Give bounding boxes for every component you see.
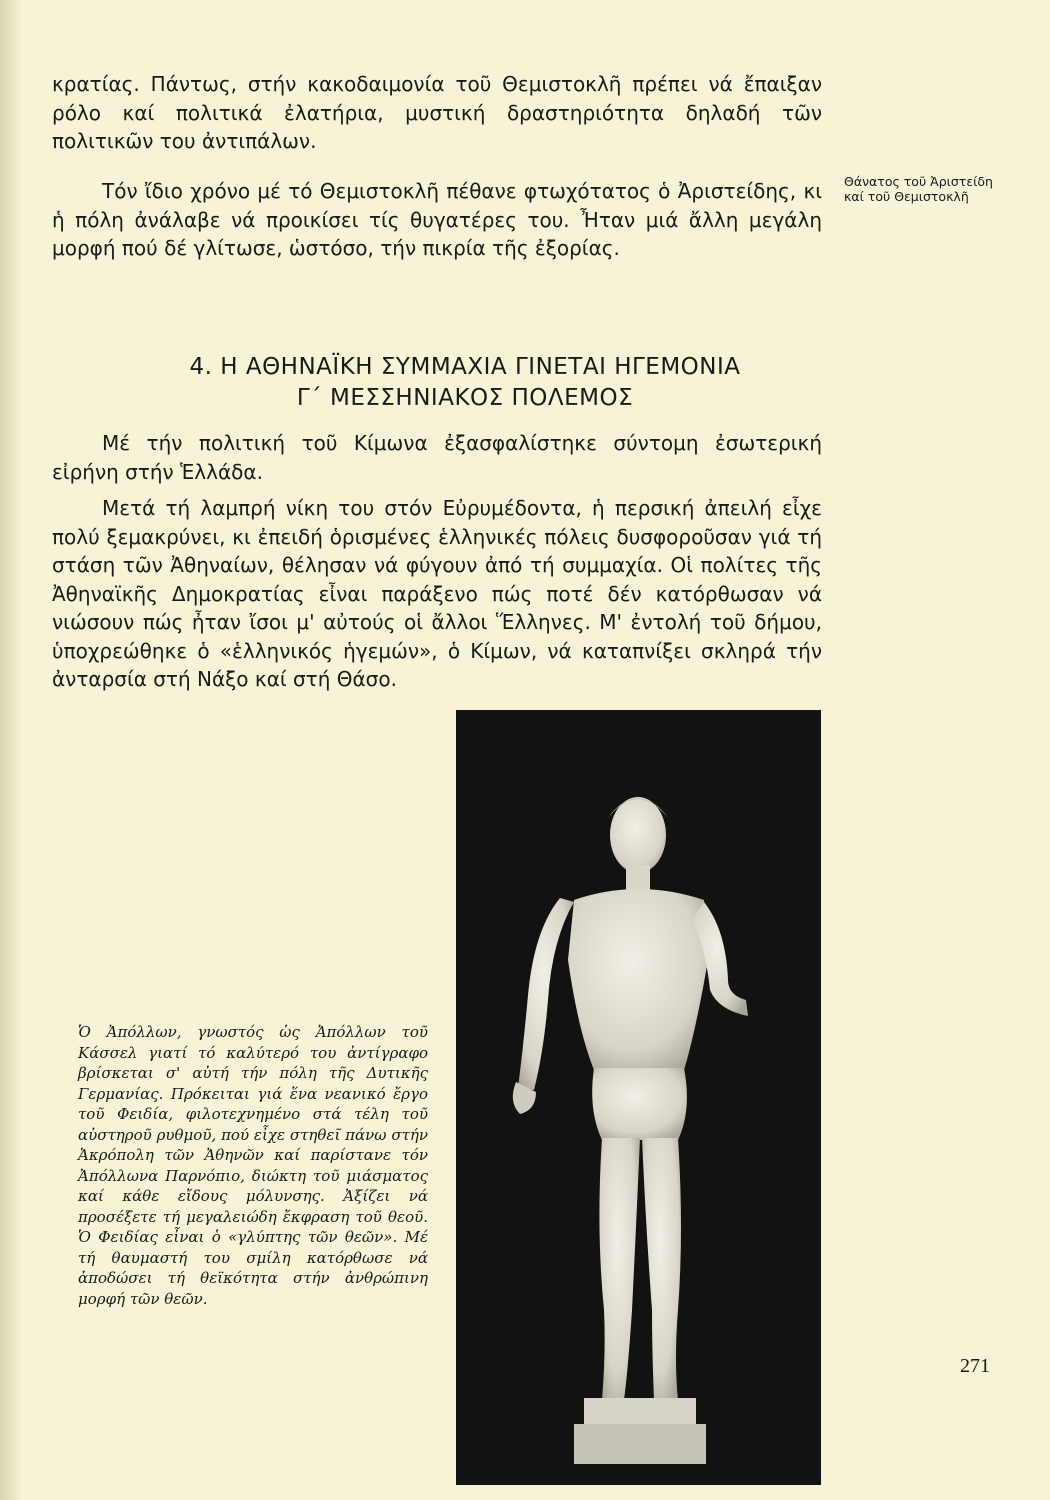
statue-torso xyxy=(568,889,708,1070)
apollo-statue-photo xyxy=(456,710,821,1485)
section-heading-line-1: 4. Η ΑΘΗΝΑΪΚΗ ΣΥΜΜΑΧΙΑ ΓΙΝΕΤΑΙ ΗΓΕΜΟΝΙΑ xyxy=(189,354,741,380)
statue-illustration xyxy=(456,710,821,1485)
section-paragraph-2-text: Μετά τή λαμπρή νίκη του στόν Εὐρυμέδοντα, ἡ περσική ἀπειλή εἶχε πολύ ξεμακρύνει, κι ἐπειδή ὁρισμένες ἑλληνικές πόλεις δυσφοροῦσαν γιά τή στάση τῶν Ἀθηναίων, θέλησαν νά φύγουν ἀπό τή συμμαχία. Οἱ πολίτες τῆς Ἀθηναϊκῆς Δημοκρατίας εἶναι παράξενο πώς ποτέ δέν κατόρθωσαν νά νιώσουν πώς ἦταν ἴσοι μ' αὐτούς οἱ ἄλλοι Ἕλληνες. Μ' ἐντολή τοῦ δήμου, ὑποχρεώθηκε ὁ «ἑλληνικός ἡγεμών», ὁ Κίμων, νά καταπνίξει σκληρά τήν ἀνταρσία στή Νάξο καί στή Θάσο. xyxy=(52,496,822,691)
statue-leg-right xyxy=(599,1138,640,1400)
intro-paragraph-1: κρατίας. Πάντως, στήν κακοδαιμονία τοῦ Θεμιστοκλῆ πρέπει νά ἔπαιξαν ρόλο καί πολιτικά ἐλατήρια, μυστική δραστηριότητα δηλαδή τῶν πολιτικῶν του ἀντιπάλων. xyxy=(52,72,822,153)
intro-paragraph-2: Τόν ἴδιο χρόνο μέ τό Θεμιστοκλῆ πέθανε φτωχότατος ὁ Ἀριστείδης, κι ἡ πόλη ἀνάλαβε νά προικίσει τίς θυγατέρες του. Ἦταν μιά ἄλλη μεγάλη μορφή πού δέ γλίτωσε, ὡστόσο, τήν πικρία τῆς ἐξορίας. xyxy=(52,179,822,260)
statue-plinth xyxy=(574,1424,706,1464)
page-number: 271 xyxy=(960,1355,990,1377)
statue-base xyxy=(584,1398,696,1426)
statue-arm-right xyxy=(518,898,574,1090)
statue-head xyxy=(610,797,666,873)
photo-caption: Ὁ Ἀπόλλων, γνωστός ὡς Ἀπόλλων τοῦ Κάσσελ γιατί τό καλύτερό του ἀντίγραφο βρίσκεται σ' αὐτή τήν πόλη τῆς Δυτικῆς Γερμανίας. Πρόκειται γιά ἕνα νεανικό ἔργο τοῦ Φειδία, φιλοτεχνημένο στά τέλη τοῦ αὐστηροῦ ρυθμοῦ, πού εἶχε στηθεῖ πάνω στήν Ἀκρόπολη τῶν Ἀθηνῶν καί παρίστανε τόν Ἀπόλλωνα Παρνόπιο, διώκτη τοῦ μιάσματος καί κάθε εἴδους μόλυνσης. Ἀξίζει νά προσέξετε τή μεγαλειώδη ἔκφραση τοῦ θεοῦ. Ὁ Φειδίας εἶναι ὁ «γλύπτης τῶν θεῶν». Μέ τή θαυμαστή του σμίλη κατόρθωσε νά ἀποδώσει τή θεϊκότητα στήν ἀνθρώπινη μορφή τῶν θεῶν. xyxy=(78,1023,428,1308)
section-paragraph-1: Μέ τήν πολιτική τοῦ Κίμωνα ἐξασφαλίστηκε σύντομη ἐσωτερική εἰρήνη στήν Ἑλλάδα. xyxy=(52,431,822,484)
statue-leg-left xyxy=(642,1138,681,1400)
section-heading xyxy=(120,352,810,414)
margin-note: Θάνατος τοῦ Ἀριστείδη καί τοῦ Θεμιστοκλῆ xyxy=(844,174,993,204)
statue-hips xyxy=(592,1068,687,1140)
section-paragraph-2 xyxy=(52,494,822,694)
section-heading-line-2: Γ΄ ΜΕΣΣΗΝΙΑΚΟΣ ΠΟΛΕΜΟΣ xyxy=(296,385,634,411)
binding-shadow xyxy=(0,0,22,1500)
